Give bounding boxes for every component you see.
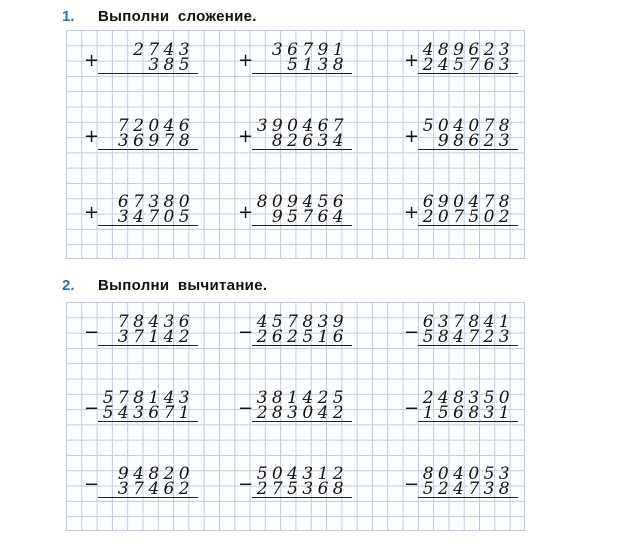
first-operand: 78436	[117, 312, 194, 332]
minus-sign: −	[238, 398, 254, 419]
result-line	[418, 225, 518, 226]
task-2-grid	[66, 302, 525, 531]
result-line	[252, 225, 352, 226]
plus-sign: +	[238, 202, 254, 223]
minus-sign: −	[84, 398, 100, 419]
result-line	[418, 149, 518, 150]
second-operand: 37462	[117, 479, 194, 499]
problem-2-5	[238, 390, 348, 430]
first-operand: 457839	[256, 312, 348, 332]
minus-sign: −	[84, 322, 100, 343]
second-operand: 543671	[102, 403, 194, 423]
problem-2-3	[404, 314, 514, 354]
first-operand: 36791	[271, 40, 348, 60]
task-1-title: Выполни сложение.	[98, 8, 257, 25]
problem-1-4	[84, 118, 194, 158]
first-operand: 94820	[117, 464, 194, 484]
second-operand: 37142	[117, 327, 194, 347]
first-operand: 67380	[117, 192, 194, 212]
result-line	[98, 149, 198, 150]
plus-sign: +	[84, 202, 100, 223]
problem-2-2	[238, 314, 348, 354]
minus-sign: −	[238, 474, 254, 495]
first-operand: 381425	[256, 388, 348, 408]
task-1-header	[62, 8, 257, 25]
task-2-title: Выполни вычитание.	[98, 277, 268, 294]
problem-1-1	[84, 42, 194, 82]
result-line	[418, 73, 518, 74]
first-operand: 637841	[422, 312, 514, 332]
plus-sign: +	[404, 126, 420, 147]
second-operand: 275368	[256, 479, 348, 499]
first-operand: 248350	[422, 388, 514, 408]
second-operand: 98623	[437, 131, 514, 151]
second-operand: 95764	[271, 207, 348, 227]
second-operand: 82634	[271, 131, 348, 151]
second-operand: 5138	[287, 55, 348, 75]
first-operand: 504312	[256, 464, 348, 484]
result-line	[98, 421, 198, 422]
second-operand: 262516	[256, 327, 348, 347]
minus-sign: −	[84, 474, 100, 495]
problem-1-3	[404, 42, 514, 82]
second-operand: 156831	[422, 403, 514, 423]
problem-2-4	[84, 390, 194, 430]
first-operand: 804053	[422, 464, 514, 484]
second-operand: 385	[148, 55, 194, 75]
task-1-number: 1.	[62, 8, 75, 25]
problem-1-2	[238, 42, 348, 82]
plus-sign: +	[238, 50, 254, 71]
task-2-number: 2.	[62, 277, 75, 294]
problem-2-6	[404, 390, 514, 430]
first-operand: 504078	[422, 116, 514, 136]
result-line	[98, 225, 198, 226]
second-operand: 584723	[422, 327, 514, 347]
problem-2-8	[238, 466, 348, 506]
problem-1-6	[404, 118, 514, 158]
second-operand: 207502	[422, 207, 514, 227]
minus-sign: −	[404, 398, 420, 419]
problem-1-9	[404, 194, 514, 234]
plus-sign: +	[84, 50, 100, 71]
problem-2-9	[404, 466, 514, 506]
second-operand: 283042	[256, 403, 348, 423]
first-operand: 72046	[117, 116, 194, 136]
plus-sign: +	[404, 50, 420, 71]
problem-1-7	[84, 194, 194, 234]
first-operand: 809456	[256, 192, 348, 212]
second-operand: 36978	[117, 131, 194, 151]
second-operand: 245763	[422, 55, 514, 75]
first-operand: 390467	[256, 116, 348, 136]
result-line	[252, 73, 352, 74]
result-line	[252, 421, 352, 422]
minus-sign: −	[404, 474, 420, 495]
first-operand: 690478	[422, 192, 514, 212]
problem-1-8	[238, 194, 348, 234]
minus-sign: −	[238, 322, 254, 343]
minus-sign: −	[404, 322, 420, 343]
problem-1-5	[238, 118, 348, 158]
first-operand: 578143	[102, 388, 194, 408]
plus-sign: +	[238, 126, 254, 147]
result-line	[252, 497, 352, 498]
result-line	[98, 73, 198, 74]
first-operand: 489623	[422, 40, 514, 60]
result-line	[98, 497, 198, 498]
problem-2-1	[84, 314, 194, 354]
problem-2-7	[84, 466, 194, 506]
result-line	[252, 149, 352, 150]
plus-sign: +	[404, 202, 420, 223]
result-line	[418, 497, 518, 498]
result-line	[252, 345, 352, 346]
first-operand: 2743	[133, 40, 194, 60]
second-operand: 524738	[422, 479, 514, 499]
task-1-grid	[66, 30, 525, 259]
result-line	[418, 421, 518, 422]
result-line	[418, 345, 518, 346]
task-2-header	[62, 277, 267, 294]
result-line	[98, 345, 198, 346]
plus-sign: +	[84, 126, 100, 147]
second-operand: 34705	[117, 207, 194, 227]
